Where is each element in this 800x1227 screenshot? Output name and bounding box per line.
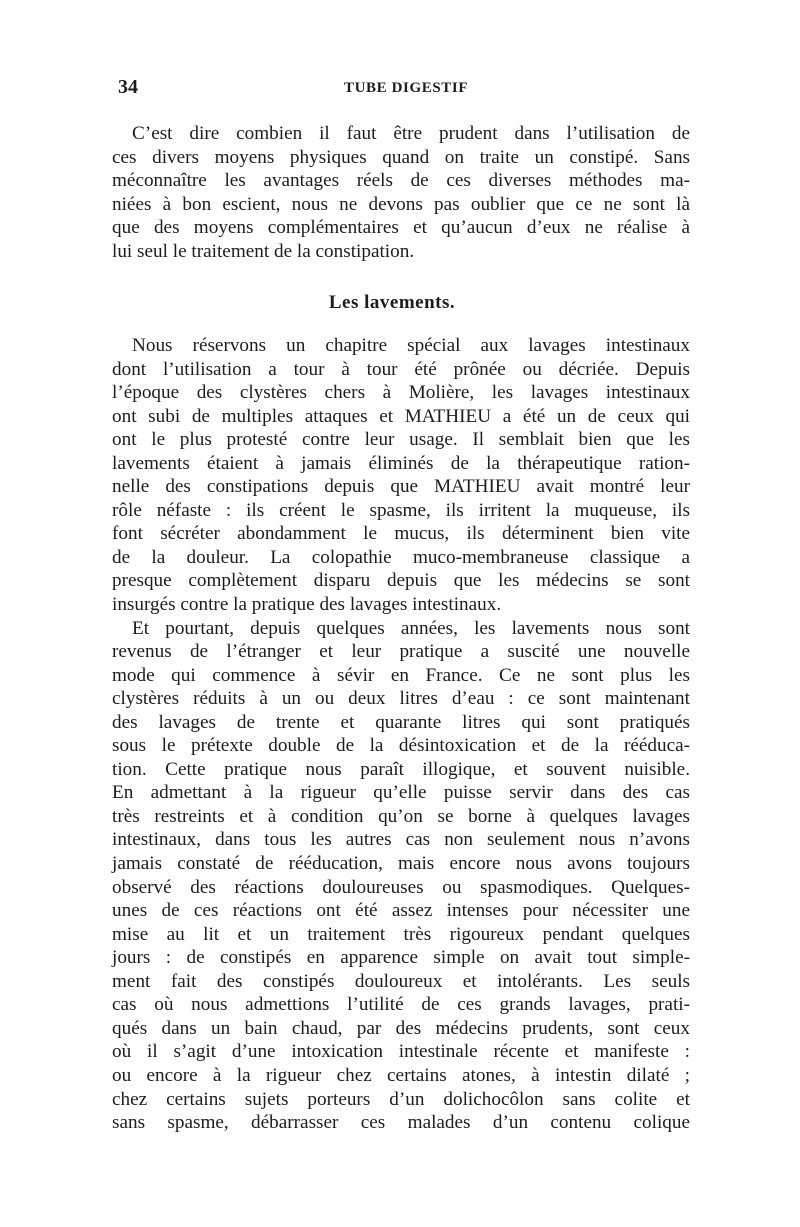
text-line: très restreints et à condition qu’on se borne à quelques lavages [112, 805, 690, 827]
text-line: sous le prétexte double de la désintoxication et de la rééduca- [112, 735, 690, 757]
text-line: chez certains sujets porteurs d’un dolichocôlon sans colite et [112, 1088, 690, 1110]
text-line: qués dans un bain chaud, par des médecins prudents, sont ceux [112, 1017, 690, 1039]
text-line: insurgés contre la pratique des lavages intestinaux. [112, 594, 502, 616]
text-line: C’est dire combien il faut être prudent dans l’utilisation de [132, 123, 690, 144]
text-line: ou encore à la rigueur chez certains atones, à intestin dilaté ; [112, 1064, 690, 1086]
text-line: ont subi de multiples attaques et MATHIEU a été un de ceux qui [112, 405, 690, 427]
text-line: niées à bon escient, nous ne devons pas oublier que ce ne sont là [112, 193, 690, 215]
text-line: lavements étaient à jamais éliminés de la thérapeutique ration- [112, 452, 690, 474]
text-line: revenus de l’étranger et leur pratique a suscité une nouvelle [112, 641, 690, 663]
text-line: Nous réservons un chapitre spécial aux lavages intestinaux [132, 335, 690, 356]
text-line: presque complètement disparu depuis que les médecins se sont [112, 570, 690, 592]
section-body [112, 334, 690, 1135]
text-line: mise au lit et un traitement très rigoureux pendant quelques [112, 923, 690, 945]
text-line: observé des réactions douloureuses ou spasmodiques. Quelques- [112, 876, 690, 898]
text-line: dont l’utilisation a tour à tour été prônée ou décriée. Depuis [112, 358, 690, 380]
text-line: font sécréter abondamment le mucus, ils déterminent bien vite [112, 523, 690, 545]
text-line: unes de ces réactions ont été assez intenses pour nécessiter une [112, 900, 690, 922]
text-line: des lavages de trente et quarante litres qui sont pratiqués [112, 711, 690, 733]
text-line: cas où nous admettions l’utilité de ces grands lavages, prati- [112, 994, 690, 1016]
text-line: lui seul le traitement de la constipation. [112, 240, 415, 262]
text-line: où il s’agit d’une intoxication intestinale récente et manifeste : [112, 1041, 690, 1063]
text-line: clystères réduits à un ou deux litres d’eau : ce sont maintenant [112, 688, 690, 710]
text-line: jours : de constipés en apparence simple on avait tout simple- [112, 947, 690, 969]
text-line: mode qui commence à sévir en France. Ce ne sont plus les [112, 664, 690, 686]
text-line: de la douleur. La colopathie muco-membraneuse classique a [112, 546, 690, 568]
text-line: rôle néfaste : ils créent le spasme, ils irritent la muqueuse, ils [112, 499, 690, 521]
page-header [118, 76, 698, 104]
section-heading-text: Les lavements. [328, 292, 456, 313]
text-line: nelle des constipations depuis que MATHIEU avait montré leur [112, 476, 690, 498]
text-line: sans spasme, débarrasser ces malades d’un contenu colique [112, 1112, 690, 1134]
text-line: tion. Cette pratique nous paraît illogique, et souvent nuisible. [112, 758, 690, 780]
text-line: En admettant à la rigueur qu’elle puisse servir dans des cas [112, 782, 690, 804]
text-line: Et pourtant, depuis quelques années, les lavements nous sont [132, 617, 690, 639]
text-line: ment fait des constipés douloureux et intolérants. Les seuls [112, 970, 690, 992]
section-heading [0, 292, 800, 314]
running-title: TUBE DIGESTIF [344, 80, 469, 96]
text-line: l’époque des clystères chers à Molière, les lavages intestinaux [112, 382, 690, 404]
text-line: ont le plus protesté contre leur usage. Il semblait bien que les [112, 429, 690, 451]
text-line: ces divers moyens physiques quand on traite un constipé. Sans [112, 146, 690, 168]
page-number: 34 [118, 76, 138, 98]
text-line: méconnaître les avantages réels de ces diverses méthodes ma- [112, 170, 690, 192]
text-line: intestinaux, dans tous les autres cas non seulement nous n’avons [112, 829, 690, 851]
text-line: que des moyens complémentaires et qu’aucun d’eux ne réalise à [112, 217, 690, 239]
intro-paragraph [112, 122, 690, 263]
text-line: jamais constaté de rééducation, mais encore nous avons toujours [112, 853, 690, 875]
